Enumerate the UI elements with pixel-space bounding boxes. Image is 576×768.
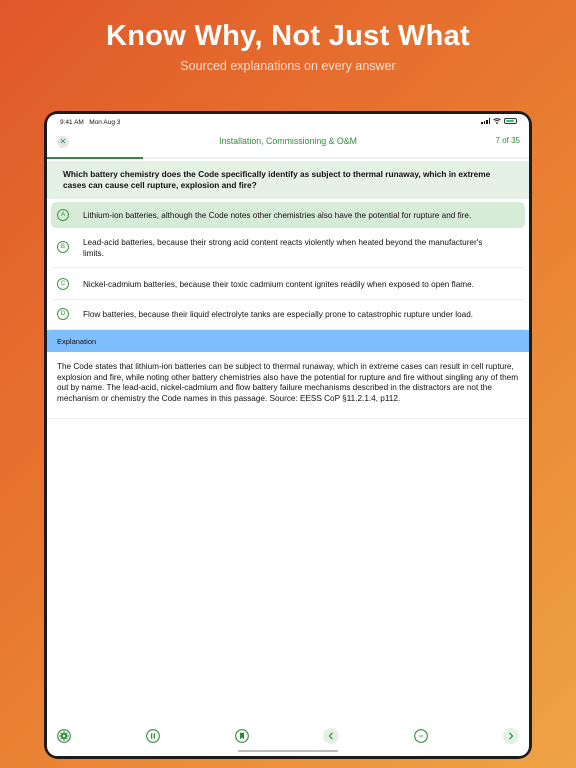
question-counter: 7 of 35 [495, 136, 520, 145]
promo-subheadline: Sourced explanations on every answer [180, 59, 396, 73]
settings-button[interactable] [56, 728, 72, 744]
explanation-header [47, 330, 529, 352]
explanation-title: Explanation [57, 337, 97, 346]
answer-option-b[interactable] [51, 230, 525, 268]
explanation-text: The Code states that lithium-ion batteries can be subject to thermal runaway, which in extreme cases can result in cell rupture, explosion and fire, while noting other battery chemistries also have the potential for rupture and fire without singling any of them out by name. The lead-acid, nickel-cadmium and flow battery failure mechanisms described in the distractors are not the mechanism or chemistry the Code names in this passage. Source: EESS CoP §11.2.1.4, p112. [57, 362, 519, 403]
divider [47, 418, 529, 419]
home-indicator[interactable] [238, 750, 338, 752]
question-panel [47, 161, 529, 199]
chevron-left-icon [324, 729, 338, 743]
answer-letter-badge: A [57, 209, 69, 221]
previous-button[interactable] [323, 728, 339, 744]
question-text: Which battery chemistry does the Code specifically identify as subject to thermal runaway, which in extreme cases can cause cell rupture, explosion and fire? [63, 169, 491, 190]
promo-headline: Know Why, Not Just What [106, 20, 470, 52]
status-time-date [60, 119, 120, 126]
answer-letter-badge: C [57, 278, 69, 290]
status-indicators [481, 118, 517, 124]
timer-button[interactable] [413, 728, 429, 744]
answer-text: Nickel-cadmium batteries, because their toxic cadmium content ignites readily when exposed to open flame. [83, 280, 474, 289]
answer-option-a[interactable] [51, 202, 525, 228]
bookmark-button[interactable] [234, 728, 250, 744]
answer-text: Lead-acid batteries, because their strong acid content reacts violently when heated beyond the manufacturer's limits. [83, 238, 483, 258]
wifi-icon [493, 118, 501, 124]
answer-text: Flow batteries, because their liquid electrolyte tanks are especially prone to catastrophic rupture under load. [83, 310, 474, 319]
app-screen [47, 114, 529, 756]
category-title: Installation, Commissioning & O&M [219, 136, 357, 146]
status-date: Mon Aug 3 [89, 119, 121, 126]
progress-bar [47, 157, 529, 159]
progress-bar-fill [47, 157, 143, 159]
status-bar [47, 114, 529, 130]
answer-text: Lithium-ion batteries, although the Code notes other chemistries also have the potential for rupture and fire. [83, 211, 472, 220]
timer-label: 00 [418, 733, 424, 739]
next-button[interactable] [503, 728, 519, 744]
bottom-toolbar [47, 722, 529, 752]
pause-button[interactable] [145, 728, 161, 744]
answer-letter-badge: D [57, 308, 69, 320]
timer-icon [414, 729, 428, 743]
pause-icon [146, 729, 160, 743]
chevron-right-icon [504, 729, 518, 743]
gear-icon [57, 729, 71, 743]
answer-option-d[interactable] [51, 300, 525, 330]
battery-icon [504, 118, 517, 124]
nav-bar [47, 130, 529, 158]
status-time: 9:41 AM [60, 119, 84, 126]
answer-letter-badge: B [57, 241, 69, 253]
answer-option-c[interactable] [51, 268, 525, 300]
signal-icon [481, 118, 490, 124]
bookmark-icon [235, 729, 249, 743]
close-icon: ✕ [59, 137, 67, 146]
